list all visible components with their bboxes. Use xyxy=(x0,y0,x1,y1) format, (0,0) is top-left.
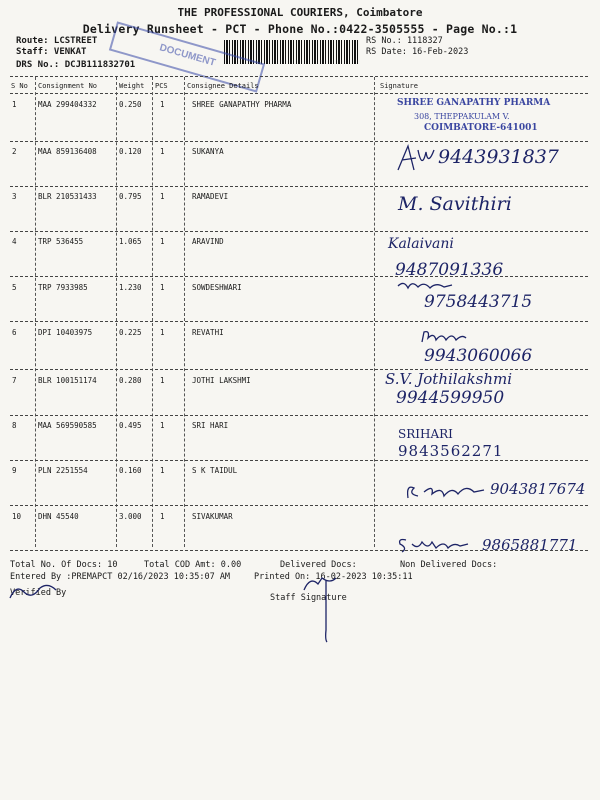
row-divider xyxy=(10,505,588,506)
row-signature: 9758443715 xyxy=(424,292,533,312)
row-signature-line3: COIMBATORE-641001 xyxy=(424,123,538,133)
row-divider xyxy=(10,415,588,416)
handwritten-signature xyxy=(396,534,472,554)
row-weight: 0.120 xyxy=(119,147,142,156)
row-consignee: SHREE GANAPATHY PHARMA xyxy=(192,100,292,109)
row-divider xyxy=(10,321,588,322)
row-divider xyxy=(10,276,588,277)
row-signature: 9043817674 xyxy=(490,480,586,498)
column-divider xyxy=(35,77,36,547)
staff-label: Staff: VENKAT xyxy=(16,47,87,57)
total-cod: Total COD Amt: 0.00 xyxy=(144,560,242,570)
col-header-consignee: Consignee Details xyxy=(187,82,259,90)
total-docs: Total No. Of Docs: 10 xyxy=(10,560,118,570)
staff-signature: Staff Signature xyxy=(270,593,347,603)
row-pcs: 1 xyxy=(160,466,165,475)
col-header-consignment: Consignment No xyxy=(38,82,98,90)
row-consignment: MAA 859136408 xyxy=(38,147,97,156)
column-divider xyxy=(184,77,185,547)
document-stamp: DOCUMENT xyxy=(109,21,265,92)
runsheet-subtitle: Delivery Runsheet - PCT - Phone No.:0422-3505555 - Page No.:1 xyxy=(82,22,518,36)
row-consignee: SIVAKUMAR xyxy=(192,512,233,521)
row-consignment: TRP 7933985 xyxy=(38,283,88,292)
row-weight: 0.495 xyxy=(119,421,142,430)
row-pcs: 1 xyxy=(160,283,165,292)
row-consignee: JOTHI LAKSHMI xyxy=(192,376,251,385)
handwritten-signature xyxy=(404,480,488,502)
table-bottom-rule xyxy=(10,550,588,551)
entered-by: Entered By :PREMAPCT 02/16/2023 10:35:07 AM xyxy=(10,572,231,582)
row-weight: 0.160 xyxy=(119,466,142,475)
row-consignee: SOWDESHWARI xyxy=(192,283,242,292)
col-header-pcs: PCS xyxy=(155,82,168,90)
table-header-rule xyxy=(10,93,588,94)
column-divider xyxy=(116,77,117,547)
row-weight: 0.795 xyxy=(119,192,142,201)
row-consignment: MAA 569590585 xyxy=(38,421,97,430)
row-weight: 0.225 xyxy=(119,328,142,337)
col-header-signature: Signature xyxy=(380,82,418,90)
row-sno: 1 xyxy=(12,100,17,109)
row-signature-line2: 9487091336 xyxy=(395,260,504,280)
row-pcs: 1 xyxy=(160,147,165,156)
row-consignment: BLR 100151174 xyxy=(38,376,97,385)
row-sno: 7 xyxy=(12,376,17,385)
column-divider xyxy=(152,77,153,547)
printed-on: Printed On: 16-02-2023 10:35:11 xyxy=(254,572,413,582)
row-signature: M. Savithiri xyxy=(398,193,512,215)
row-consignee: ARAVIND xyxy=(192,237,224,246)
company-title: THE PROFESSIONAL COURIERS, Coimbatore xyxy=(177,6,423,19)
row-signature: 9443931837 xyxy=(438,146,559,168)
row-sno: 4 xyxy=(12,237,17,246)
row-signature: SRIHARI xyxy=(398,427,453,441)
row-signature-line2: 9843562271 xyxy=(398,442,504,460)
handwritten-scribble xyxy=(420,328,470,346)
row-consignee: S K TAIDUL xyxy=(192,466,238,475)
row-signature: S.V. Jothilakshmi xyxy=(385,370,512,388)
row-pcs: 1 xyxy=(160,328,165,337)
handwritten-scribble xyxy=(396,278,456,292)
col-header-weight: Weight xyxy=(119,82,145,90)
row-weight: 1.065 xyxy=(119,237,142,246)
row-pcs: 1 xyxy=(160,192,165,201)
row-consignment: PLN 2251554 xyxy=(38,466,88,475)
row-sno: 2 xyxy=(12,147,17,156)
delivered-docs: Delivered Docs: xyxy=(280,560,357,570)
row-signature: 9943060066 xyxy=(424,346,533,366)
verified-by: Verified By xyxy=(10,588,67,598)
row-signature-line2: 308, THEPPAKULAM V. xyxy=(414,112,510,121)
row-signature: 9865881771 xyxy=(482,536,578,554)
table-top-rule xyxy=(10,76,588,77)
handwritten-signature xyxy=(392,140,442,178)
row-sno: 9 xyxy=(12,466,17,475)
col-header-sno: S No xyxy=(11,82,28,90)
row-weight: 3.000 xyxy=(119,512,142,521)
rs-date: RS Date: 16-Feb-2023 xyxy=(366,47,469,57)
row-pcs: 1 xyxy=(160,421,165,430)
row-consignment: DHN 45540 xyxy=(38,512,79,521)
row-weight: 0.280 xyxy=(119,376,142,385)
row-pcs: 1 xyxy=(160,237,165,246)
row-consignment: TRP 536455 xyxy=(38,237,84,246)
row-consignee: SUKANYA xyxy=(192,147,224,156)
row-pcs: 1 xyxy=(160,376,165,385)
rs-number: RS No.: 1118327 xyxy=(366,36,443,46)
row-divider xyxy=(10,231,588,232)
row-consignment: MAA 299404332 xyxy=(38,100,97,109)
verifier-signature-mark xyxy=(6,578,66,608)
row-weight: 1.230 xyxy=(119,283,142,292)
row-divider xyxy=(10,141,588,142)
row-divider xyxy=(10,460,588,461)
row-consignee: SRI HARI xyxy=(192,421,229,430)
row-pcs: 1 xyxy=(160,100,165,109)
staff-signature-mark xyxy=(296,570,356,645)
row-signature: SHREE GANAPATHY PHARMA xyxy=(397,98,551,108)
row-signature-line2: 9944599950 xyxy=(396,388,505,408)
row-divider xyxy=(10,186,588,187)
non-delivered-docs: Non Delivered Docs: xyxy=(400,560,498,570)
row-signature: Kalaivani xyxy=(388,236,454,252)
row-consignee: RAMADEVI xyxy=(192,192,229,201)
row-sno: 10 xyxy=(12,512,22,521)
row-sno: 6 xyxy=(12,328,17,337)
row-sno: 8 xyxy=(12,421,17,430)
row-consignment: BLR 210531433 xyxy=(38,192,97,201)
row-weight: 0.250 xyxy=(119,100,142,109)
route-label: Route: LCSTREET xyxy=(16,36,98,46)
row-pcs: 1 xyxy=(160,512,165,521)
column-divider xyxy=(374,77,375,547)
row-consignee: REVATHI xyxy=(192,328,224,337)
row-sno: 5 xyxy=(12,283,17,292)
drs-number: DRS No.: DCJB111832701 xyxy=(16,60,136,70)
row-sno: 3 xyxy=(12,192,17,201)
row-consignment: DPI 10403975 xyxy=(38,328,93,337)
